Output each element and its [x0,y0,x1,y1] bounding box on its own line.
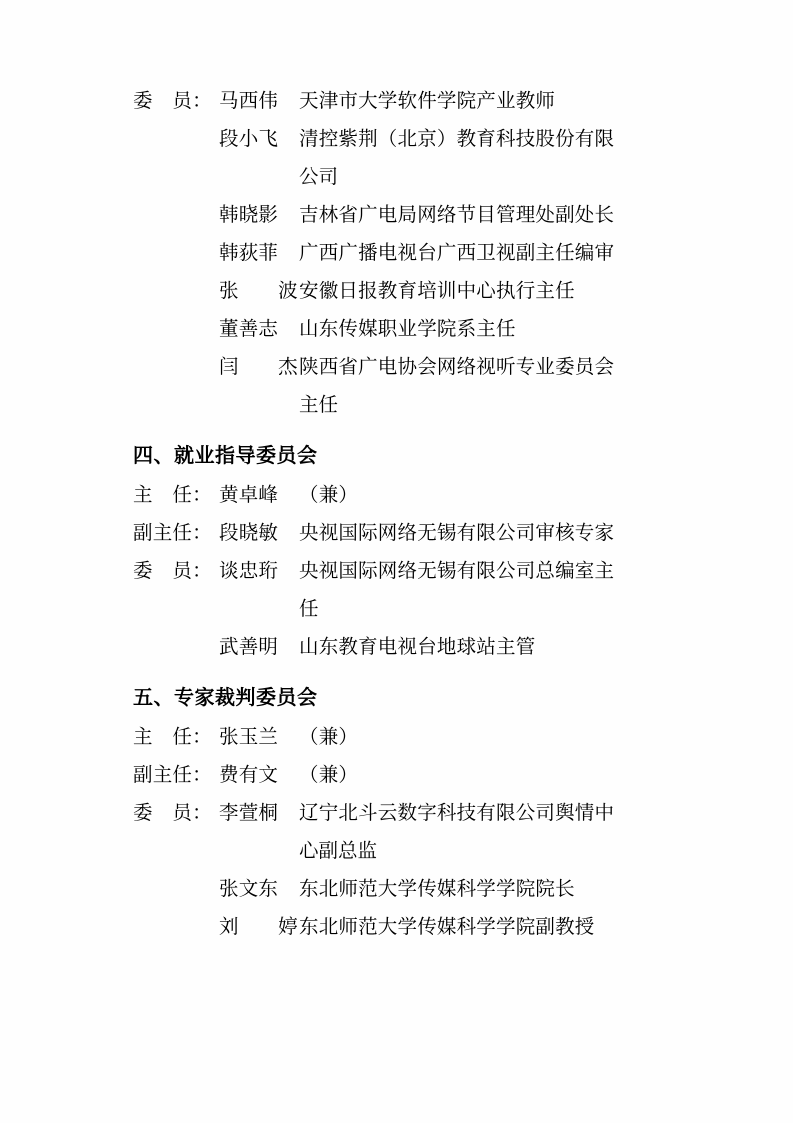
entry-person-name: 段小飞 [219,127,279,150]
entry-affiliation: 广西广播电视台广西卫视副主任编审 [299,241,615,264]
entry-role-label: 主 任： [133,483,212,506]
entry-affiliation-continuation: 任 [299,597,319,620]
entry-role-label: 委 员： [133,801,212,824]
entry-person-name: 张 波 [219,279,298,302]
entry-person-name: 李萱桐 [219,801,279,824]
entry-affiliation: 安徽日报教育培训中心执行主任 [299,279,575,302]
entry-person-name: 韩荻菲 [219,241,279,264]
roster-entry [133,514,681,552]
entry-person-name: 董善志 [219,317,279,340]
entry-person-name: 张玉兰 [219,725,279,748]
roster-entry [133,756,681,794]
entry-affiliation: （兼） [299,483,359,506]
roster-entry [133,794,681,832]
document-body [133,82,681,946]
entry-affiliation: 天津市大学软件学院产业教师 [299,89,556,112]
entry-affiliation: （兼） [299,725,359,748]
entry-affiliation: 东北师范大学传媒科学学院院长 [299,877,575,900]
roster-entry [133,348,681,386]
entry-role-label: 副主任： [133,521,212,544]
roster-entry [133,476,681,514]
roster-entry [133,552,681,590]
roster-entry [133,82,681,120]
roster-entry [133,310,681,348]
entry-affiliation-continuation: 主任 [299,393,339,416]
entry-affiliation: 清控紫荆（北京）教育科技股份有限 [299,127,615,150]
entry-affiliation: 央视国际网络无锡有限公司审核专家 [299,521,615,544]
entry-person-name: 费有文 [219,763,279,786]
entry-person-name: 韩晓影 [219,203,279,226]
entry-person-name: 张文东 [219,877,279,900]
entry-person-name: 马西伟 [219,89,279,112]
roster-entry [133,120,681,158]
entry-affiliation: 陕西省广电协会网络视听专业委员会 [299,355,615,378]
entry-affiliation: 东北师范大学传媒科学学院副教授 [299,915,595,938]
entry-affiliation-continuation: 公司 [299,165,339,188]
section-heading: 四、就业指导委员会 [133,443,318,467]
entry-person-name: 段晓敏 [219,521,279,544]
entry-role-label: 副主任： [133,763,212,786]
entry-person-name: 闫 杰 [219,355,298,378]
entry-role-label: 委 员： [133,559,212,582]
entry-person-name: 武善明 [219,635,279,658]
roster-entry [133,908,681,946]
entry-affiliation: 山东教育电视台地球站主管 [299,635,536,658]
roster-entry [133,196,681,234]
entry-affiliation: （兼） [299,763,359,786]
roster-entry [133,234,681,272]
entry-affiliation: 山东传媒职业学院系主任 [299,317,516,340]
entry-role-label: 委 员： [133,89,212,112]
roster-entry [133,272,681,310]
entry-affiliation: 辽宁北斗云数字科技有限公司舆情中 [299,801,615,824]
entry-person-name: 刘 婷 [219,915,298,938]
entry-person-name: 谈忠珩 [219,559,279,582]
entry-person-name: 黄卓峰 [219,483,279,506]
roster-entry [133,870,681,908]
roster-entry [133,628,681,666]
section-heading: 五、专家裁判委员会 [133,685,318,709]
entry-affiliation-continuation: 心副总监 [299,839,378,862]
roster-entry [133,718,681,756]
entry-role-label: 主 任： [133,725,212,748]
entry-affiliation: 吉林省广电局网络节目管理处副处长 [299,203,615,226]
entry-affiliation: 央视国际网络无锡有限公司总编室主 [299,559,615,582]
